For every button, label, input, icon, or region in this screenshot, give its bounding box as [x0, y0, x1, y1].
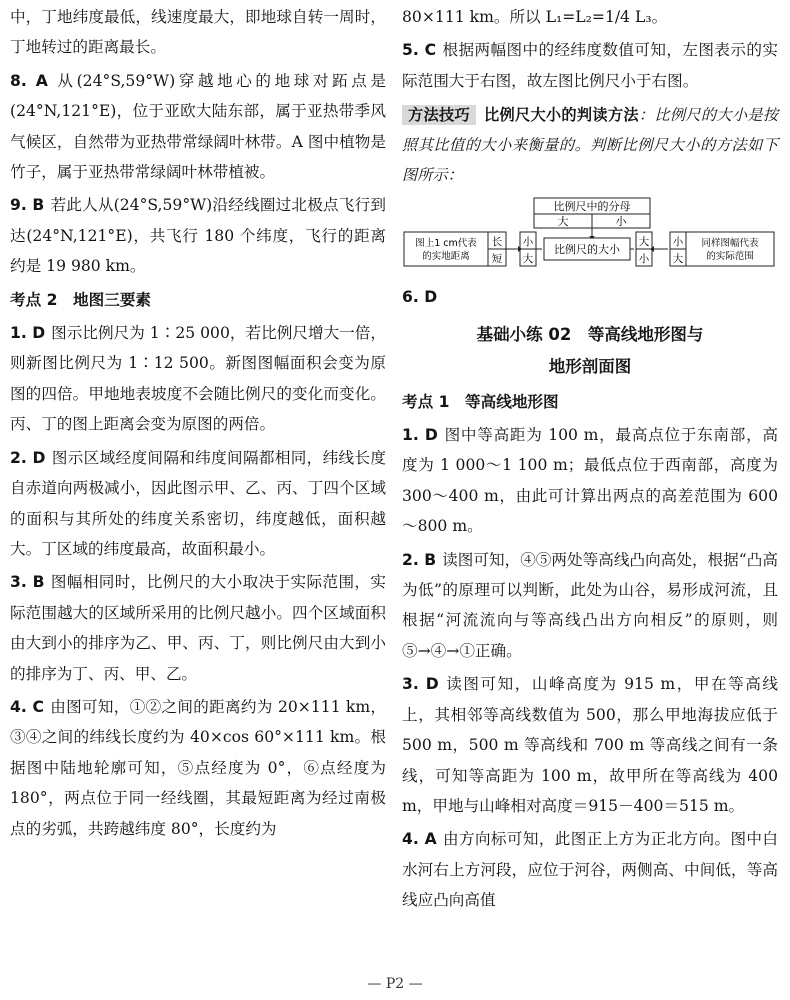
far-small: 小	[672, 236, 684, 249]
top-big: 大	[557, 215, 569, 229]
page-number: — P2 —	[367, 976, 423, 992]
answer-paragraph: 80×111 km。所以 L₁=L₂=1/4 L₃。	[402, 8, 668, 26]
right-box-line1: 同样图幅代表	[701, 238, 759, 250]
left-short: 短	[491, 253, 503, 266]
topic-heading: 考点 2 地图三要素	[10, 290, 152, 309]
answer-paragraph: 中，丁地纬度最低，线速度最大，即地球自转一周时，丁地转过的距离最长。	[10, 8, 386, 57]
topic-heading: 考点 1 等高线地形图	[402, 392, 559, 411]
far-big: 大	[672, 253, 684, 266]
answer-1: 1. D 图中等高距为 100 m，最高点位于东南部，高度为 1 000～1 100 m；最低点位于西南部，高度为 300～400 m，由此可计算出两点的高差范围为 600～800 m。	[402, 426, 778, 536]
top-small: 小	[615, 215, 627, 229]
right-box-line2: 的实际范围	[706, 251, 754, 263]
left-column	[10, 2, 386, 847]
answer-9: 9. B 若此人从(24°S,59°W)沿经线圈过北极点飞行到达(24°N,121°E)，共飞行 180 个纬度，飞行的距离约是 19 980 km。	[10, 196, 386, 276]
answer-1: 1. D 图示比例尺为 1∶25 000，若比例尺增大一倍，则新图比例尺为 1∶12 500。新图图幅面积会变为原图的四倍。甲地地表坡度不会随比例尺的变化而变化。丙、丁的图上距离会变为原图的两倍。	[10, 324, 386, 434]
right-big: 大	[638, 236, 650, 249]
answer-2: 2. B 读图可知，④⑤两处等高线凸向高处，根据“凸高为低”的原理可以判断，此处为山谷，易形成河流，且根据“河流流向与等高线凸出方向相反”的原则，则⑤→④→①正确。	[402, 550, 778, 660]
answer-2: 2. D 图示区域经度间隔和纬度间隔都相同，纬线长度自赤道向两极减小，因此图示甲、乙、丙、丁四个区域的面积与其所处的纬度关系密切，纬度越低，面积越大。丁区域的纬度最高，故面积最小。	[10, 448, 386, 558]
scale-diagram-svg	[402, 196, 778, 276]
section-title: 基础小练 02 等高线地形图与 地形剖面图	[476, 324, 704, 376]
left-long: 长	[491, 236, 503, 249]
left-box-line1: 图上1 cm代表	[415, 238, 477, 250]
answer-3: 3. D 读图可知，山峰高度为 915 m，甲在等高线上，其相邻等高线数值为 500，那么甲地海拔应低于 500 m，500 m 等高线和 700 m 等高线之间有一条线，可知等高距为 100 m，故甲所在等高线为 400 m，甲地与山峰相对高度＝915－400＝515 m。	[402, 675, 778, 815]
left-box-line2: 的实地距离	[422, 251, 470, 263]
answer-4: 4. A 由方向标可知，此图正上方为正北方向。图中白水河右上方河段，应位于河谷，两侧高、中间低，等高线应凸向高值	[402, 830, 778, 910]
right-column	[402, 2, 778, 919]
top-label: 比例尺中的分母	[553, 200, 631, 214]
scale-diagram	[402, 196, 778, 280]
left-small: 小	[522, 236, 534, 249]
center-label: 比例尺的大小	[554, 243, 620, 257]
answer-5: 5. C 根据两幅图中的经纬度数值可知，左图表示的实际范围大于右图，故左图比例尺小于右图。	[402, 41, 778, 90]
answer-4: 4. C 由图可知，①②之间的距离约为 20×111 km，③④之间的纬线长度约为 40×cos 60°×111 km。根据图中陆地轮廓可知，⑤点经度为 0°，⑥点经度为 180°，两点位于同一经线圈，其最短距离为经过南极点的劣弧，共跨越纬度 80°，长度约为	[10, 697, 386, 838]
right-small: 小	[638, 253, 650, 266]
method-tag: 方法技巧	[402, 105, 476, 125]
left-big: 大	[522, 253, 534, 266]
method-tips: 方法技巧 比例尺大小的判读方法：比例尺的大小是按照其比值的大小来衡量的。判断比例尺大小的方法如下图所示：	[402, 106, 779, 185]
answer-6: 6. D	[402, 288, 438, 307]
answer-3: 3. B 图幅相同时，比例尺的大小取决于实际范围，实际范围越大的区域所采用的比例尺越小。四个区域面积由大到小的排序为乙、甲、丙、丁，则比例尺由大到小的排序为丁、丙、甲、乙。	[10, 573, 386, 683]
answer-8: 8. A 从(24°S,59°W)穿越地心的地球对跖点是(24°N,121°E)，位于亚欧大陆东部，属于亚热带季风气候区，自然带为亚热带常绿阔叶林带。A 图中植物是竹子，属于亚热带常绿阔叶林带植被。	[10, 71, 386, 182]
